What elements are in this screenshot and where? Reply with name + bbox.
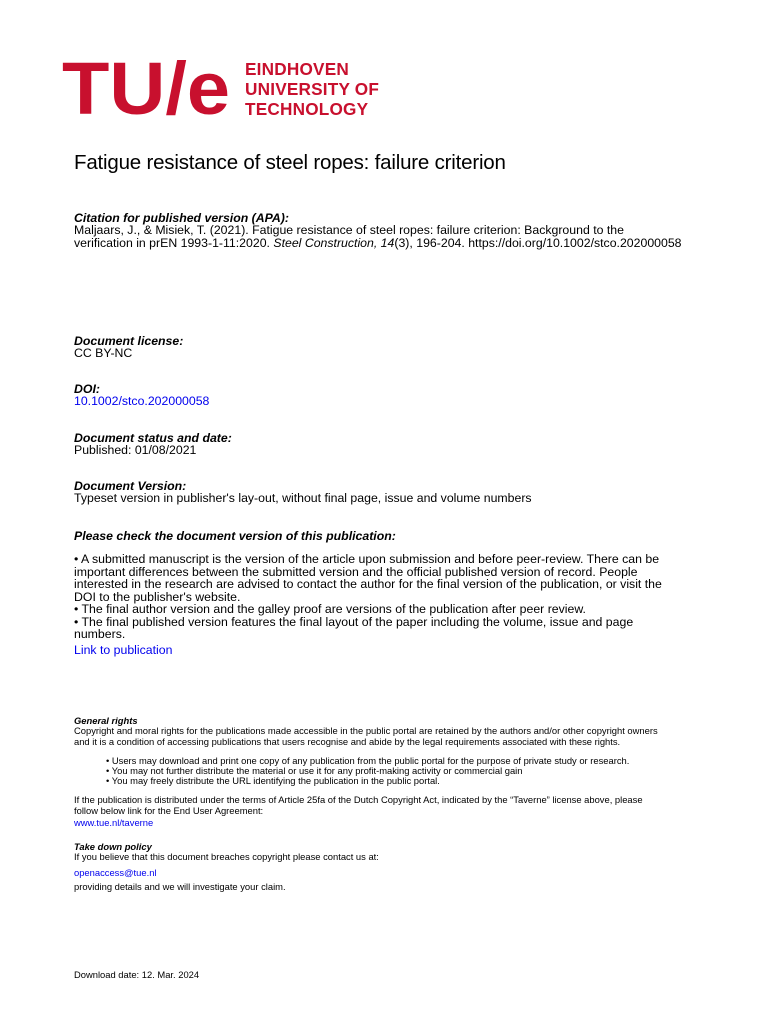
citation-line-2 [74, 237, 682, 250]
general-rights-text [74, 726, 658, 747]
list-item: • You may not further distribute the material or use it for any profit-making activity or commercial gain [106, 764, 523, 776]
check-line-3: interested in the research are advised to contact the author for the final version of the publication, or visit the [74, 577, 662, 591]
link-to-publication[interactable]: Link to publication [74, 643, 173, 657]
status-value: Published: 01/08/2021 [74, 443, 197, 457]
check-line-7: numbers. [74, 627, 126, 641]
tue-logo-wordmark [245, 59, 379, 119]
general-rights-bullets [106, 756, 629, 785]
takedown-email-link[interactable]: openaccess@tue.nl [74, 867, 157, 878]
check-label: Please check the document version of this publication: [74, 529, 396, 543]
citation-line-2-post: (3), 196-204. https://doi.org/10.1002/stco.202000058 [394, 235, 682, 250]
citation-journal: Steel Construction, 14 [273, 235, 395, 250]
version-value: Typeset version in publisher's lay-out, without final page, issue and volume numbers [74, 491, 532, 505]
citation-line-2-pre: verification in prEN 1993-1-11:2020. [74, 235, 274, 250]
doi-label: DOI: [74, 382, 100, 396]
check-line-5: • The final author version and the galley proof are versions of the publication after peer review. [74, 602, 586, 616]
citation-text [74, 224, 682, 249]
check-line-6: • The final published version features the final layout of the paper including the volume, issue and page [74, 614, 634, 629]
version-label: Document Version: [74, 479, 187, 493]
general-rights-label: General rights [74, 715, 138, 726]
taverne-link[interactable]: www.tue.nl/taverne [74, 817, 154, 828]
tue-logo [62, 58, 392, 124]
taverne-text [74, 795, 643, 816]
check-text [74, 553, 662, 641]
license-value: CC BY-NC [74, 346, 133, 360]
citation-line-1: Maljaars, J., & Misiek, T. (2021). Fatigue resistance of steel ropes: failure criterion: Background to the [74, 223, 624, 237]
check-line-2: important differences between the submitted version and the official published version of record. People [74, 564, 638, 579]
check-line-4: DOI to the publisher's website. [74, 589, 241, 604]
taverne-line-1: If the publication is distributed under the terms of Article 25fa of the Dutch Copyright Act, indicated by the “Taverne” license above, please [74, 794, 643, 805]
license-label: Document license: [74, 334, 184, 348]
doi-link[interactable]: 10.1002/stco.202000058 [74, 394, 210, 408]
list-item: • Users may download and print one copy of any publication from the public portal for the purpose of private study or research. [106, 755, 630, 766]
citation-label: Citation for published version (APA): [74, 211, 289, 225]
logo-line-2: UNIVERSITY OF [245, 79, 380, 99]
tue-logo-mark [62, 58, 232, 124]
takedown-label: Take down policy [74, 841, 152, 852]
logo-line-3: TECHNOLOGY [245, 99, 369, 119]
taverne-line-2: follow below link for the End User Agreement: [74, 804, 264, 816]
download-date: Download date: 12. Mar. 2024 [74, 969, 200, 980]
tue-logo-mark-text: TU/e [62, 58, 230, 124]
general-rights-line-2: and it is a condition of accessing publications that users recognise and abide by the legal requirements associated with these rights. [74, 735, 621, 747]
takedown-text: If you believe that this document breaches copyright please contact us at: [74, 851, 379, 862]
document-title: Fatigue resistance of steel ropes: failure criterion [74, 151, 506, 174]
list-item: • You may freely distribute the URL identifying the publication in the public portal. [106, 774, 440, 786]
status-label: Document status and date: [74, 431, 232, 445]
takedown-after-text: providing details and we will investigate your claim. [74, 881, 286, 892]
logo-line-1: EINDHOVEN [245, 59, 349, 79]
check-line-1: • A submitted manuscript is the version of the article upon submission and before peer-review. There can be [74, 552, 660, 566]
general-rights-line-1: Copyright and moral rights for the publications made accessible in the public portal are retained by the authors and/or other copyright owners [74, 725, 658, 736]
